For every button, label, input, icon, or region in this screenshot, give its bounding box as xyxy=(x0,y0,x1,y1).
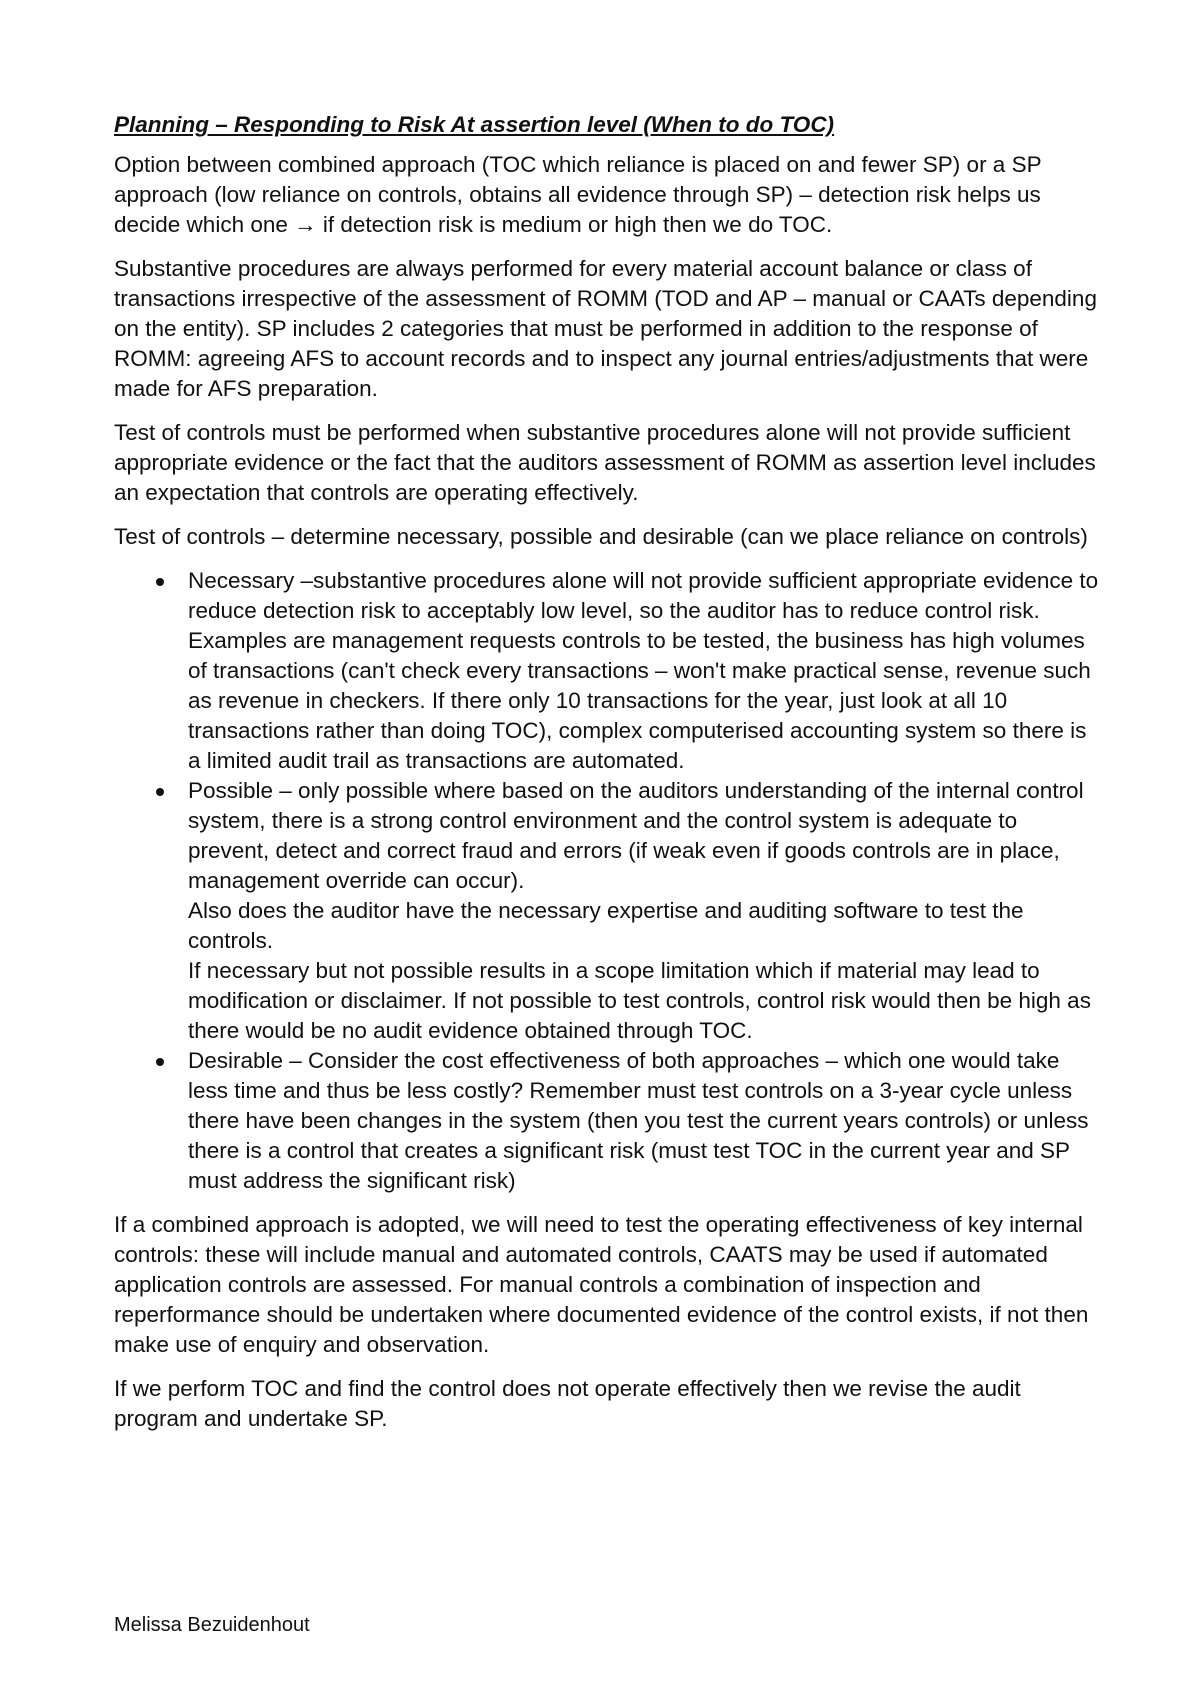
paragraph-combined-approach: If a combined approach is adopted, we will need to test the operating effectiveness of key internal controls: these will include manual and automated controls, CAATS may be used if automated application controls are assessed. For manual controls a combination of inspection and reperformance should be undertaken where documented evidence of the control exists, if not then make use of enquiry and observation. xyxy=(114,1212,1089,1357)
paragraph-toc-criteria: Test of controls – determine necessary, possible and desirable (can we place reliance on controls) xyxy=(114,524,1088,549)
bullet-desirable xyxy=(114,1046,1104,1196)
bullet-dot-icon xyxy=(156,578,164,586)
paragraph-approach-option: Option between combined approach (TOC which reliance is placed on and fewer SP) or a SP approach (low reliance on controls, obtains all evidence through SP) – detection risk helps us decide which one → if detection risk is medium or high then we do TOC. xyxy=(114,152,1042,237)
document-footer-author: Melissa Bezuidenhout xyxy=(114,1614,310,1636)
document-heading: Planning – Responding to Risk At assertion level (When to do TOC) xyxy=(114,112,835,137)
bullet-necessary xyxy=(114,566,1104,776)
criteria-bullet-list xyxy=(114,566,1104,1196)
document-page xyxy=(114,110,1104,1448)
paragraph-revise-program: If we perform TOC and find the control does not operate effectively then we revise the audit program and undertake SP. xyxy=(114,1376,1021,1431)
bullet-dot-icon xyxy=(156,788,164,796)
bullet-possible-text: Possible – only possible where based on the auditors understanding of the internal control system, there is a strong control environment and the control system is adequate to prevent, detect and correct fraud and errors (if weak even if goods controls are in place, management override can occur). xyxy=(188,778,1084,893)
bullet-necessary-text: Necessary –substantive procedures alone will not provide sufficient appropriate evidence to reduce detection risk to acceptably low level, so the auditor has to reduce control risk. Examples are management requests controls to be tested, the business has high volumes of transactions (can't check every transactions – won't make practical sense, revenue such as revenue in checkers. If there only 10 transactions for the year, just look at all 10 transactions rather than doing TOC), complex computerised accounting system so there is a limited audit trail as transactions are automated. xyxy=(188,568,1099,773)
bullet-dot-icon xyxy=(156,1058,164,1066)
bullet-possible xyxy=(114,776,1104,1046)
bullet-desirable-text: Desirable – Consider the cost effectiveness of both approaches – which one would take less time and thus be less costly? Remember must test controls on a 3-year cycle unless there have been changes in the system (then you test the current years controls) or unless there is a control that creates a significant risk (must test TOC in the current year and SP must address the significant risk) xyxy=(188,1048,1089,1193)
paragraph-substantive-procedures: Substantive procedures are always performed for every material account balance or class of transactions irrespective of the assessment of ROMM (TOD and AP – manual or CAATs depending on the entity). SP includes 2 categories that must be performed in addition to the response of ROMM: agreeing AFS to account records and to inspect any journal entries/adjustments that were made for AFS preparation. xyxy=(114,256,1097,401)
paragraph-test-of-controls: Test of controls must be performed when substantive procedures alone will not provide sufficient appropriate evidence or the fact that the auditors assessment of ROMM as assertion level includes an expectation that controls are operating effectively. xyxy=(114,420,1096,505)
bullet-possible-expertise-text: Also does the auditor have the necessary expertise and auditing software to test the controls. xyxy=(188,898,1024,953)
bullet-possible-scope-text: If necessary but not possible results in a scope limitation which if material may lead to modification or disclaimer. If not possible to test controls, control risk would then be high as there would be no audit evidence obtained through TOC. xyxy=(188,958,1091,1043)
